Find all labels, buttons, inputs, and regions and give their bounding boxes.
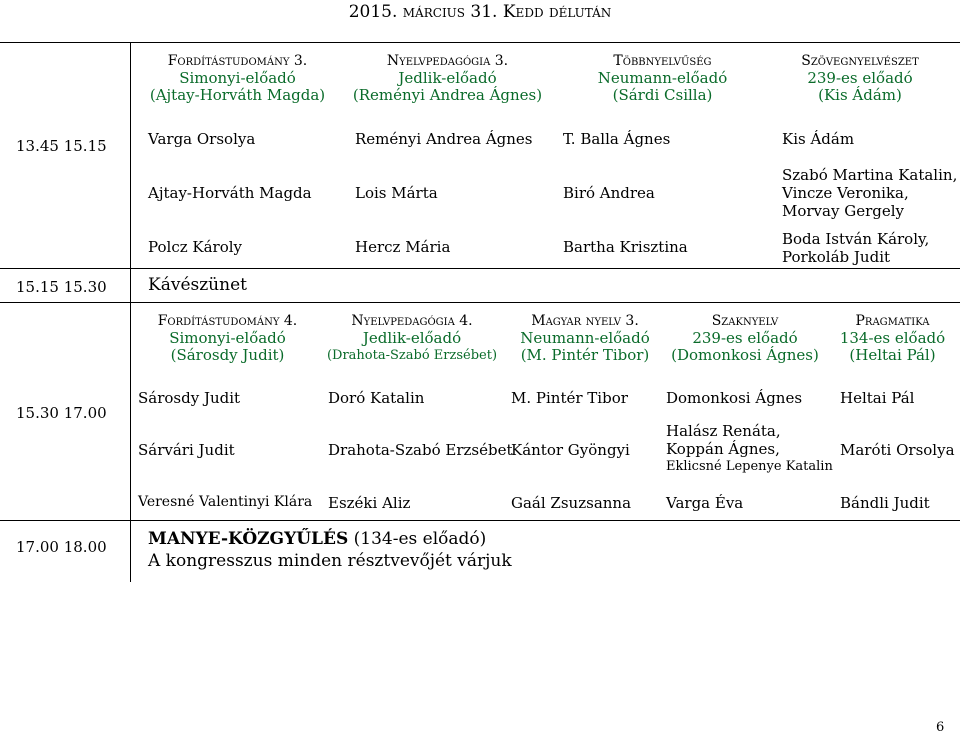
- general-assembly-title: [148, 529, 486, 549]
- speaker: Boda István Károly,: [782, 230, 930, 248]
- speaker: Sárvári Judit: [138, 441, 235, 459]
- speaker: Drahota-Szabó Erzsébet: [328, 441, 513, 459]
- speaker: T. Balla Ágnes: [563, 130, 671, 148]
- block3-time: 17.00 18.00: [16, 538, 107, 556]
- section-chair: (Reményi Andrea Ágnes): [352, 86, 543, 104]
- section-chair: (Sárosdy Judit): [170, 346, 285, 364]
- speaker: Eszéki Aliz: [328, 494, 411, 512]
- rule-break-bottom: [0, 302, 960, 303]
- block1-section-1: [140, 53, 335, 104]
- section-chair: (Ajtay-Horváth Magda): [149, 86, 326, 104]
- assembly-name: MANYE-KÖZGYŰLÉS: [148, 529, 349, 549]
- block2-section-2: [318, 313, 506, 364]
- speaker: Heltai Pál: [840, 389, 915, 407]
- general-assembly-subtitle: A kongresszus minden résztvevőjét várjuk: [148, 551, 512, 571]
- speaker: Reményi Andrea Ágnes: [355, 130, 533, 148]
- speaker: Kis Ádám: [782, 130, 855, 148]
- speaker: Biró Andrea: [563, 184, 655, 202]
- speaker-group: [782, 230, 929, 266]
- speaker: Maróti Orsolya: [840, 441, 955, 459]
- section-room: Simonyi-előadó: [169, 329, 286, 347]
- section-room: 239-es előadó: [807, 69, 913, 87]
- section-chair: (Heltai Pál): [849, 346, 936, 364]
- section-title: Szövegnyelvészet: [801, 53, 919, 69]
- speaker: Varga Éva: [666, 494, 744, 512]
- speaker: Sárosdy Judit: [138, 389, 241, 407]
- section-title: Nyelvpedagógia 4.: [351, 313, 473, 329]
- section-chair: (M. Pintér Tibor): [520, 346, 650, 364]
- speaker: Morvay Gergely: [782, 202, 904, 220]
- header-text: 2015. március 31. Kedd délután: [348, 2, 612, 22]
- section-title: Magyar nyelv 3.: [531, 313, 639, 329]
- block2-section-3: [505, 313, 665, 364]
- block2-section-5: [830, 313, 955, 364]
- speaker: Bándli Judit: [840, 494, 930, 512]
- speaker: Lois Márta: [355, 184, 438, 202]
- speaker: Kántor Gyöngyi: [511, 441, 630, 459]
- section-room: 239-es előadó: [692, 329, 798, 347]
- speaker: Halász Renáta,: [666, 422, 781, 440]
- speaker: Ajtay-Horváth Magda: [148, 184, 312, 202]
- block2-section-4: [660, 313, 830, 364]
- section-title: Pragmatika: [855, 313, 930, 329]
- rule-top: [0, 42, 960, 43]
- section-title: Fordítástudomány 4.: [157, 313, 298, 329]
- rule-break-top: [0, 268, 960, 269]
- speaker: Gaál Zsuzsanna: [511, 494, 632, 512]
- block1-time: 13.45 15.15: [16, 137, 107, 155]
- section-title: Nyelvpedagógia 3.: [386, 53, 509, 69]
- speaker: Koppán Ágnes,: [666, 440, 780, 458]
- speaker: Hercz Mária: [355, 238, 451, 256]
- speaker: Doró Katalin: [328, 389, 425, 407]
- speaker: Polcz Károly: [148, 238, 243, 256]
- speaker-group: [782, 166, 957, 220]
- section-chair: (Sárdi Csilla): [612, 86, 713, 104]
- break-time: 15.15 15.30: [16, 278, 107, 296]
- speaker: Varga Orsolya: [148, 130, 256, 148]
- rule-block2-bottom: [0, 520, 960, 521]
- speaker: Domonkosi Ágnes: [666, 389, 803, 407]
- page-number: 6: [936, 720, 945, 735]
- section-title: Fordítástudomány 3.: [167, 53, 308, 69]
- section-title: Többnyelvűség: [613, 53, 712, 69]
- section-room: Neumann-előadó: [520, 329, 650, 347]
- section-chair: (Drahota-Szabó Erzsébet): [326, 348, 498, 363]
- section-chair: (Domonkosi Ágnes): [671, 346, 819, 364]
- block2-section-1: [135, 313, 320, 364]
- block1-section-4: [765, 53, 955, 104]
- speaker: Porkoláb Judit: [782, 248, 891, 266]
- speaker-group: [666, 422, 833, 476]
- speaker: Veresné Valentinyi Klára: [138, 494, 313, 510]
- speaker: Bartha Krisztina: [563, 238, 688, 256]
- assembly-room: (134-es előadó): [348, 529, 487, 549]
- section-chair: (Kis Ádám): [818, 86, 902, 104]
- section-title: Szaknyelv: [711, 313, 779, 329]
- speaker: Szabó Martina Katalin,: [782, 166, 958, 184]
- page-header: [0, 2, 960, 22]
- speaker: Vincze Veronika,: [782, 184, 909, 202]
- section-room: Jedlik-előadó: [398, 69, 497, 87]
- break-label: Kávészünet: [148, 275, 247, 295]
- section-room: Neumann-előadó: [597, 69, 728, 87]
- block1-section-2: [345, 53, 550, 104]
- section-room: 134-es előadó: [839, 329, 946, 347]
- section-room: Jedlik-előadó: [362, 329, 462, 347]
- block1-section-3: [565, 53, 760, 104]
- rule-time-col: [130, 42, 131, 582]
- speaker: Eklicsné Lepenye Katalin: [666, 459, 833, 474]
- speaker: M. Pintér Tibor: [511, 389, 628, 407]
- section-room: Simonyi-előadó: [179, 69, 296, 87]
- block2-time: 15.30 17.00: [16, 404, 107, 422]
